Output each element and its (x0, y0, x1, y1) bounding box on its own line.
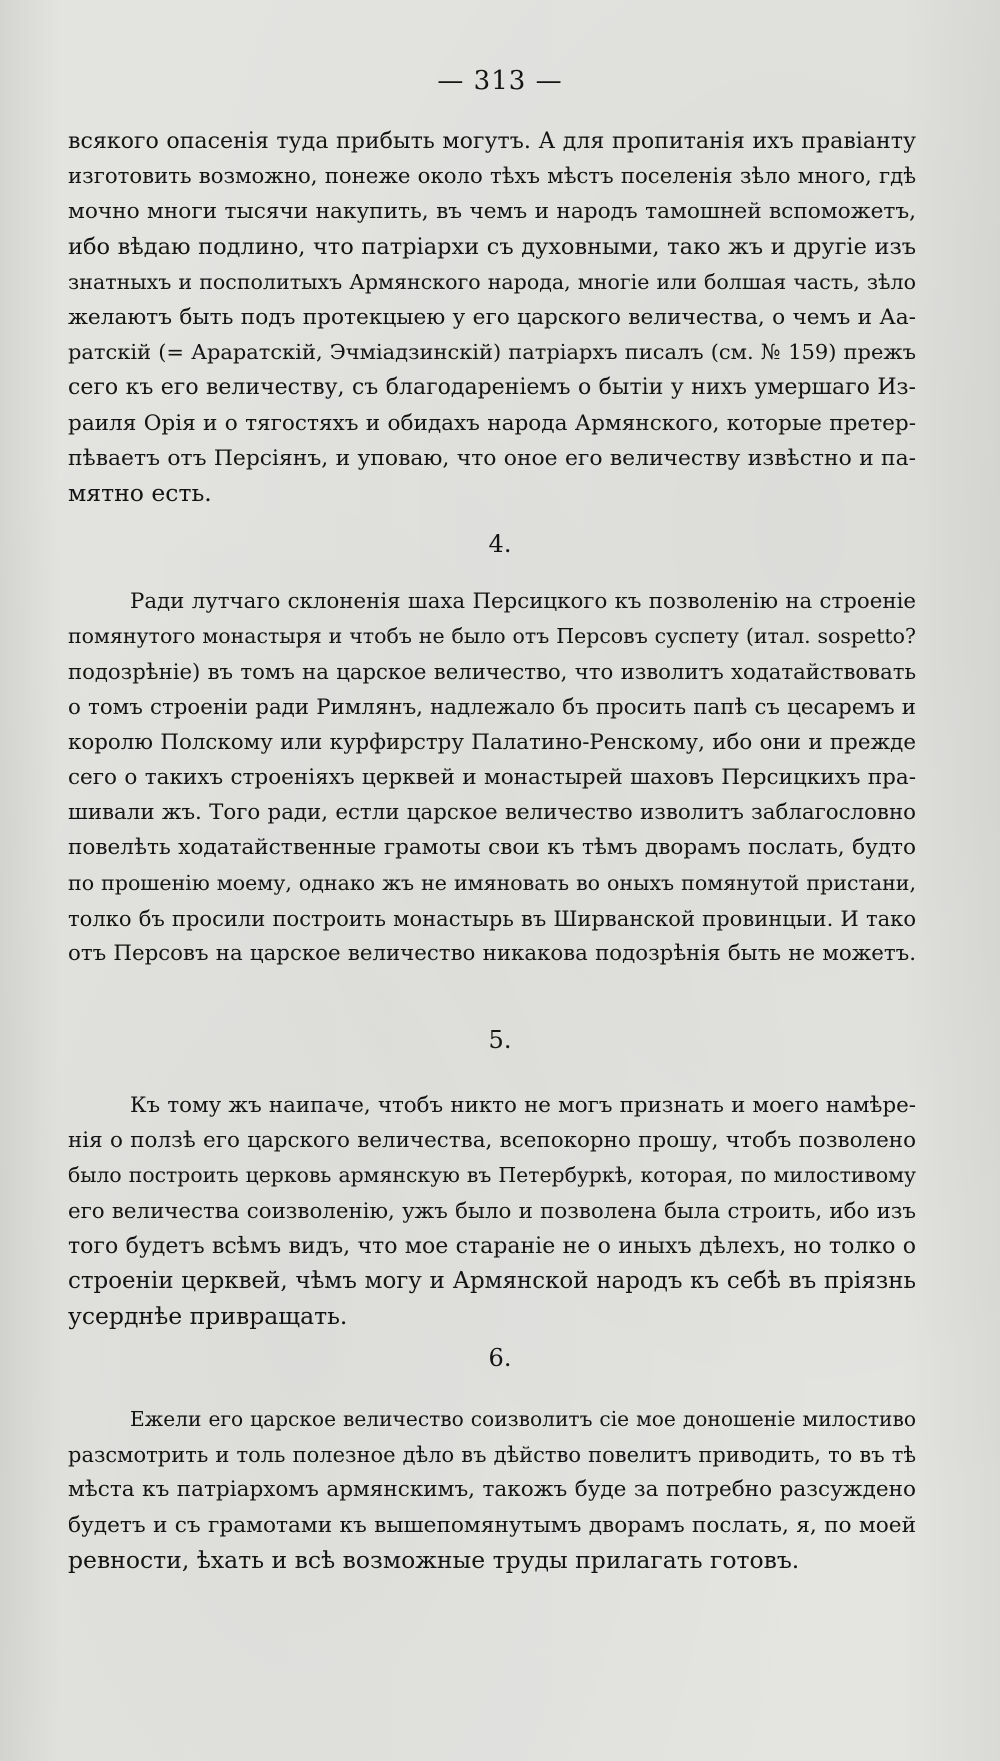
text-line: ратскій (= Араратскій, Эчміадзинскій) патріархъ писалъ (см. № 159) прежъ (68, 340, 916, 365)
text-line: было построить церковь армянскую въ Петербуркѣ, которая, по милостивому (68, 1163, 916, 1188)
text-line: его величества соизволенію, ужъ было и позволена была строить, ибо изъ (68, 1198, 916, 1224)
text-line: того будетъ всѣмъ видъ, что мое стараніе не о иныхъ дѣлехъ, но толко о (68, 1233, 916, 1259)
text-line: повелѣть ходатайственные грамоты свои къ тѣмъ дворамъ послать, будто (68, 835, 916, 861)
text-line: толко бъ просили построить монастырь въ Ширванской провинцыи. И тако (68, 905, 916, 931)
text-line: мѣста къ патріархомъ армянскимъ, такожъ буде за потребно разсуждено (68, 1477, 916, 1503)
text-line: пѣваетъ отъ Персіянъ, и уповаю, что оное его величеству извѣстно и па- (68, 445, 916, 471)
section-number-5: 5. (488, 1026, 512, 1054)
text-line: о томъ строеніи ради Римлянъ, надлежало бъ просить папѣ съ цесаремъ и (68, 694, 916, 720)
text-line: усерднѣе привращать. (68, 1302, 348, 1331)
section-5-paragraph (68, 1088, 916, 1334)
page-number: — 313 — (437, 66, 563, 96)
text-line: Ради лутчаго склоненія шаха Персицкого къ позволенію на строеніе (130, 589, 916, 614)
text-line: сего о такихъ строеніяхъ церквей и монастырей шаховъ Персицкихъ пра- (68, 764, 916, 790)
text-line: разсмотрить и толь полезное дѣло въ дѣйство повелитъ приводить, то въ тѣ (68, 1442, 916, 1468)
text-line: королю Полскому или курфирстру Палатино-Ренскому, ибо они и прежде (68, 729, 916, 755)
text-line: подозрѣніе) въ томъ на царское величество, что изволитъ ходатайствовать (68, 659, 916, 685)
text-line: мочно многи тысячи накупить, въ чемъ и народъ тамошней вспоможетъ, (68, 199, 916, 225)
section-number-6: 6. (488, 1344, 512, 1372)
text-line: помянутого монастыря и чтобъ не было отъ Персовъ суспету (итал. sospetto? (68, 624, 916, 649)
section-number-4: 4. (488, 530, 512, 558)
text-line: Ежели его царское величество соизволитъ сіе мое доношеніе милостиво (130, 1407, 916, 1431)
text-line: Къ тому жъ наипаче, чтобъ никто не могъ признать и моего намѣре- (130, 1093, 916, 1118)
intro-paragraph (68, 124, 916, 511)
text-line: знатныхъ и посполитыхъ Армянского народа, многіе или болшая часть, зѣло (68, 269, 916, 294)
text-line: шивали жъ. Того ради, естли царское величество изволитъ заблагословно (68, 800, 916, 826)
text-line: отъ Персовъ на царское величество никакова подозрѣнія быть не можетъ. (68, 940, 916, 966)
text-line: сего къ его величеству, съ благодареніемъ о бытіи у нихъ умершаго Из- (68, 375, 916, 401)
section-4-paragraph (68, 584, 916, 971)
text-line: желаютъ быть подъ протекцыею у его царского величества, о чемъ и Аа- (68, 304, 916, 330)
text-line: нія о ползѣ его царского величества, всепокорно прошу, чтобъ позволено (68, 1128, 916, 1154)
section-6-paragraph (68, 1402, 916, 1578)
text-line: всякого опасенія туда прибыть могутъ. А для пропитанія ихъ правіанту (68, 128, 916, 154)
text-line: раиля Орія и о тягостяхъ и обидахъ народа Армянского, которые претер- (68, 410, 916, 436)
text-line: изготовить возможно, понеже около тѣхъ мѣстъ поселенія зѣло много, гдѣ (68, 164, 916, 190)
text-line: по прошенію моему, однако жъ не имяновать во оныхъ помянутой пристани, (68, 870, 916, 895)
text-line: будетъ и съ грамотами къ вышепомянутымъ дворамъ послать, я, по моей (68, 1512, 916, 1538)
text-line: мятно есть. (68, 478, 212, 507)
text-line: ибо вѣдаю подлино, что патріархи съ духовными, тако жъ и другіе изъ (68, 233, 916, 260)
text-line: ревности, ѣхать и всѣ возможные труды прилагать готовъ. (68, 1545, 800, 1574)
text-line: строеніи церквей, чѣмъ могу и Армянской народъ къ себѣ въ пріязнь (68, 1267, 916, 1294)
